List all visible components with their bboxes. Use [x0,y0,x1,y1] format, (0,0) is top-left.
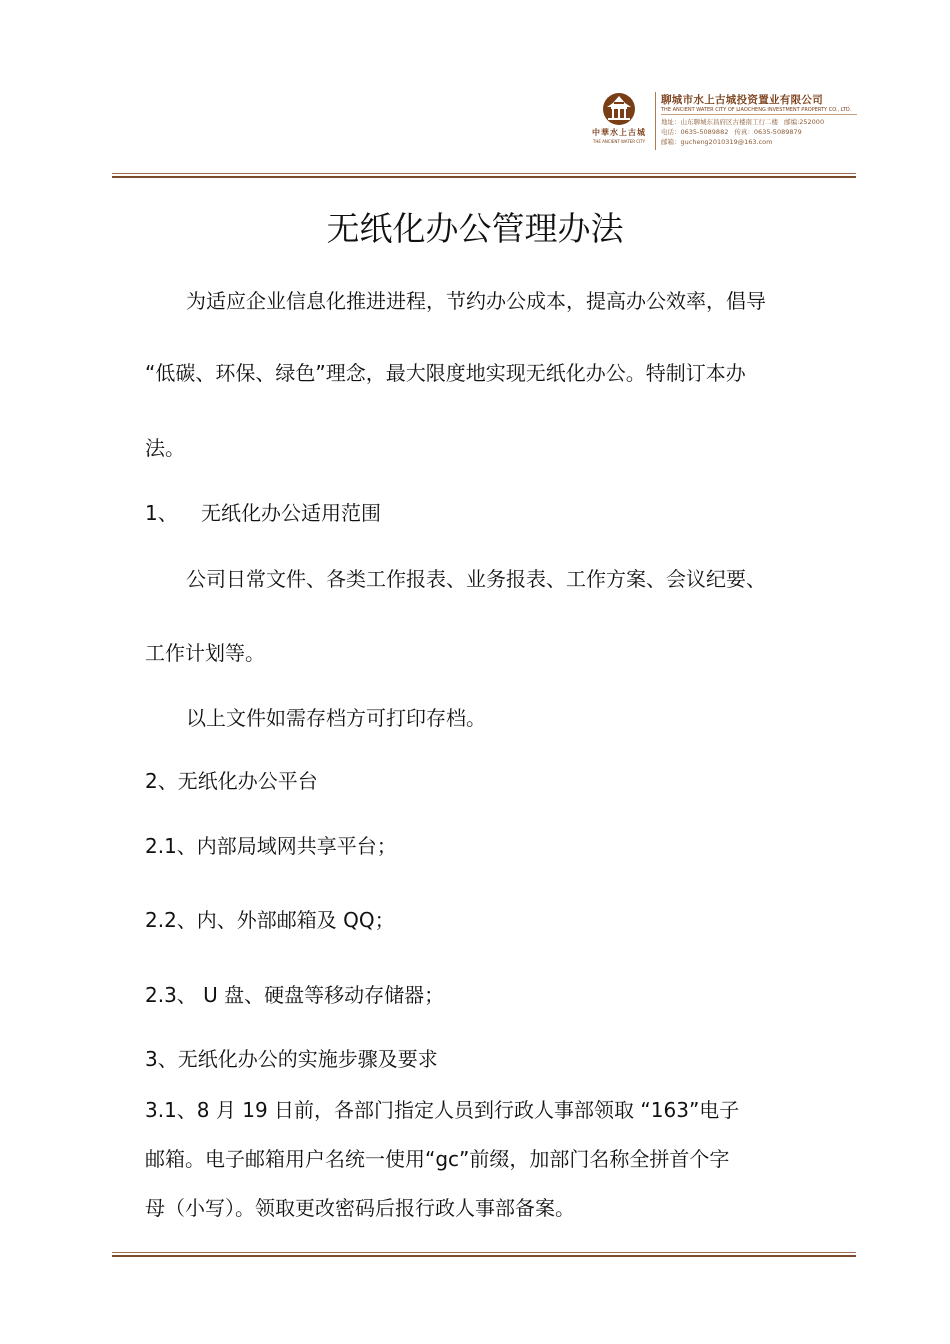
company-name-cn: 聊城市水上古城投资置业有限公司 [661,94,823,106]
document-title: 无纸化办公管理办法 [326,209,624,248]
company-name-underline [661,114,857,115]
postcode: 邮编:252000 [784,118,825,126]
list-item: 2.1、内部局域网共享平台； [145,834,397,858]
paragraph-line: 邮箱。电子邮箱用户名统一使用“gc”前缀，加部门名称全拼首个字 [145,1147,730,1171]
paragraph-line: 3.1、8 月 19 日前，各部门指定人员到行政人事部领取 “163”电子 [145,1098,740,1122]
list-item: 2.3、 U 盘、硬盘等移动存储器； [145,983,445,1007]
header-rule [112,173,856,178]
list-item: 2.2、内、外部邮箱及 QQ； [145,908,395,932]
email: 邮箱：gucheng2010319@163.com [661,138,773,146]
paragraph-line: 为适应企业信息化推进进程，节约办公成本，提高办公效率，倡导 [186,289,766,313]
phone-line [661,128,806,136]
address-line [661,118,828,126]
fax: 传真：0635-5089879 [734,128,802,136]
letterhead [585,88,875,154]
paragraph-line: 母（小写）。领取更改密码后报行政人事部备案。 [145,1196,575,1220]
email-line [661,138,777,146]
company-name-en: THE ANCIENT WATER CITY OF LIAOCHENG INVESTMENT PROPERTY CO., LTD. [661,107,852,113]
section-heading: 无纸化办公适用范围 [201,501,381,525]
paragraph-line: 公司日常文件、各类工作报表、业务报表、工作方案、会议纪要、 [186,567,766,591]
footer-rule [112,1252,856,1257]
section-heading: 3、无纸化办公的实施步骤及要求 [145,1047,438,1071]
logo-chinese-text: 中華水上古城 [592,127,646,137]
section-number: 1、 [145,501,178,525]
pavilion-icon [599,92,639,126]
phone: 电话：0635-5089882 [661,128,729,136]
paragraph-line: “低碳、环保、绿色”理念，最大限度地实现无纸化办公。特制订本办 [145,361,746,385]
company-logo [585,88,653,154]
paragraph-line: 工作计划等。 [145,641,265,665]
address: 地址：山东聊城东昌府区古楼南工行二楼 [661,118,778,126]
paragraph-line: 以上文件如需存档方可打印存档。 [186,706,486,730]
paragraph-line: 法。 [145,436,185,460]
section-heading: 2、无纸化办公平台 [145,769,318,793]
letterhead-divider [655,92,656,150]
logo-english-text: THE ANCIENT WATER CITY [592,139,646,144]
